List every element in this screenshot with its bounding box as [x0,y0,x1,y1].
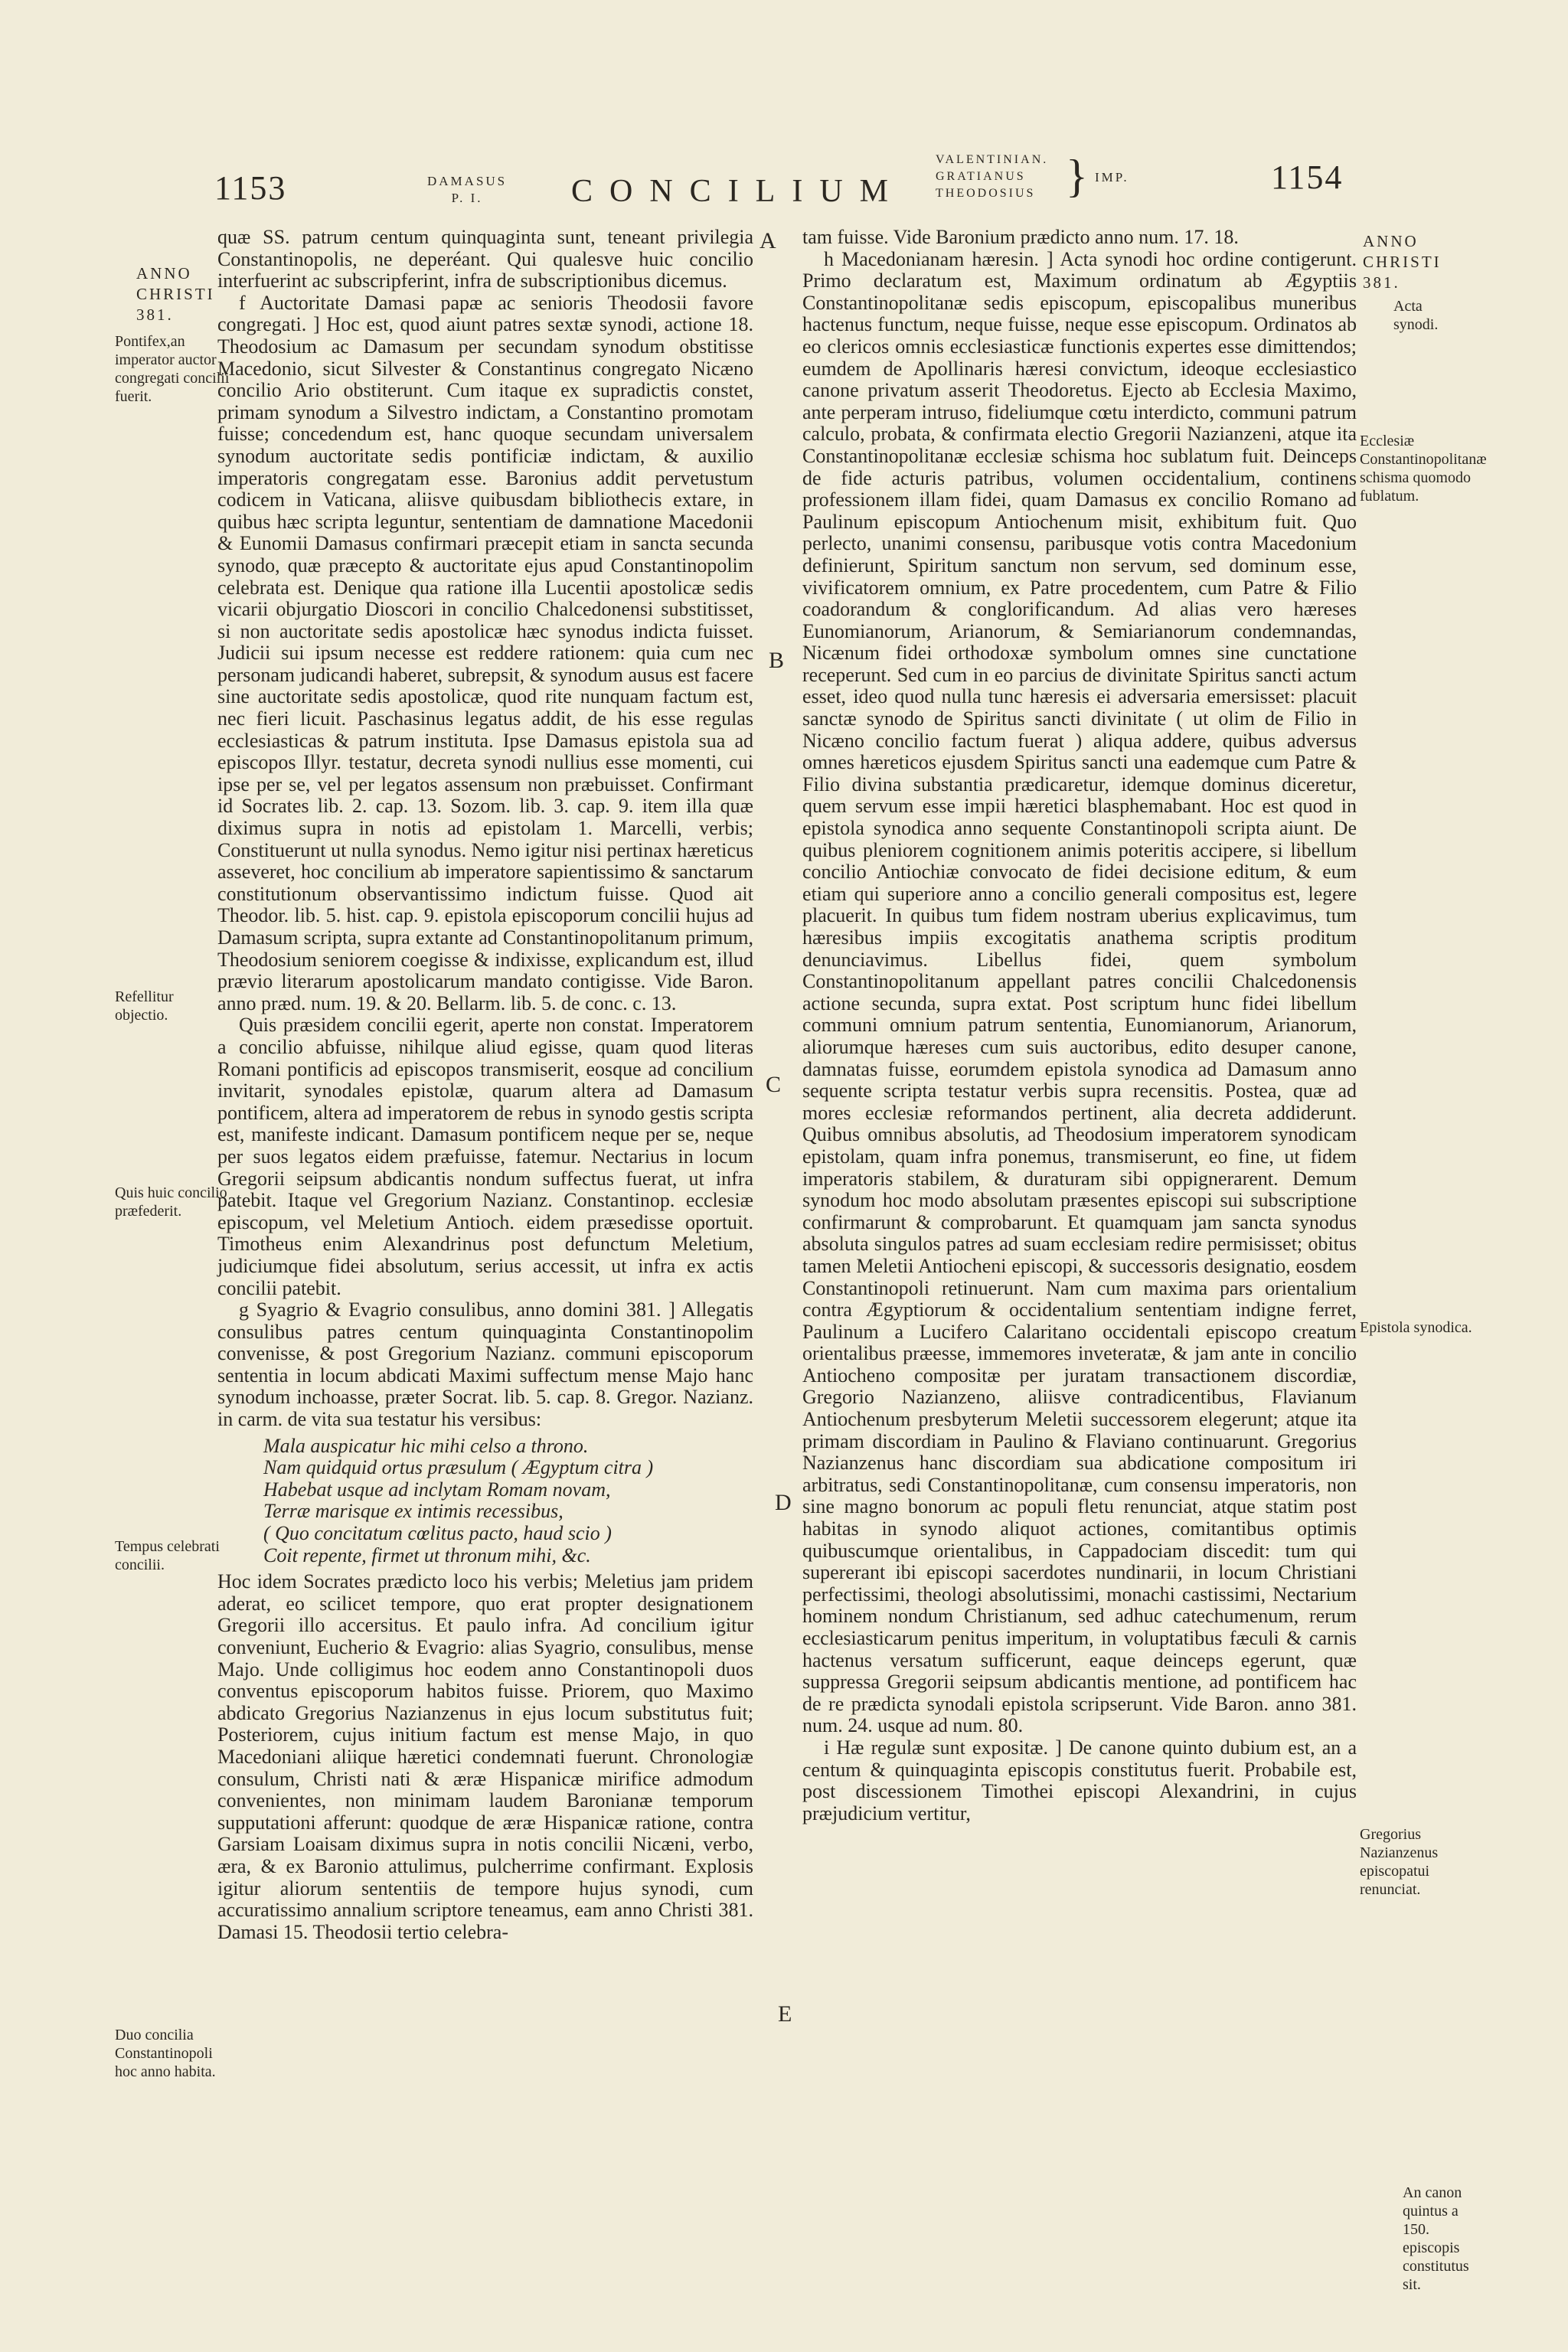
section-letter: A [760,228,776,253]
paragraph: quæ SS. patrum centum quinquaginta sunt, teneant privilegia Constantinopolis, ne deperéant. Qui qualesve huic concilio interfuerint ac subscripferint, infra de subscriptionibus dicemus. [217,226,753,292]
margin-note: Epistola synodica. [1360,1319,1472,1336]
running-head-imp: IMP. [1095,170,1129,185]
section-letter: C [766,1072,782,1097]
running-head-emperor: GRATIANUS [936,170,1026,183]
margin-note: Refellitur objectio. [115,988,174,1024]
anno-christi-left [136,263,215,325]
anno-label: ANNO [136,264,192,283]
verse-line: Coit repente, firmet ut thronum mihi, &c. [263,1544,591,1566]
paragraph: f Auctoritate Damasi papæ ac senioris Theodosii favore congregati. ] Hoc est, quod aiunt patres sextæ synodi, actione 18. Theodosium ac Damasum per secundam synodum obstitisse Macedonio, sicut Silvester & Constantinus congregato Nicæno concilio Ario obstiterunt. Cum itaque ex supradictis constet, primam synodum a Silvestro indictam, a Constantino promotam fuisse; concedendum est, hanc quoque secundam universalem synodum auctoritate sedis pontificiæ indictam, & auxilio imperatoris congregatam esse. Baronius addit pervetustum codicem in Vaticana, aliisve quibusdam bibliothecis extare, in quibus hæc scripta leguntur, sententiam de damnatione Macedonii & Eunomii Damasus confirmari præcepit etiam in sancta secunda synodo, quæ præcepto & auctoritate ejus apud Constantinopolim celebrata est. Denique qua ratione illa Lucentii apostolicæ sedis vicarii objurgatio Dioscori in concilio Chalcedonensi substitisset, si non auctoritate sedis apostolicæ hæc synodus indicta fuisset. Judicii sui ipsum necesse est reddere rationem: quia cum nec personam judicandi haberet, subrepsit, & synodum ausus est facere sine auctoritate sedis apostolicæ, quod rite nunquam factum est, nec fieri licuit. Paschasinus legatus addit, de his esse regulas ecclesiasticas & patrum instituta. Ipse Damasus epistola sua ad episcopos Illyr. testatur, decreta synodi nullius esse momenti, cui ipse per se, vel per legatos assensum non præbuisset. Confirmant id Socrates lib. 2. cap. 13. Sozom. lib. 3. cap. 9. item illa quæ diximus supra in notis ad epistolam 1. Marcelli, verbis; Constituerunt ut nulla synodus. Nemo igitur nisi pertinax hæreticus asseveret, hoc concilium ab imperatore sapientissimo & sanctarum constitutionum observantissimo indictum fuisse. Quod ait Theodor. lib. 5. hist. cap. 9. epistola episcoporum concilii hujus ad Damasum scripta, supra extante ad Constantinopolitanum primum, Theodosium seniorem coegisse & indixisse, explicandum est, illud prævio literarum apostolicarum mandato contigisse. Vide Baron. anno præd. num. 19. & 20. Bellarm. lib. 5. de conc. c. 13. [217,291,753,1014]
paragraph: h Macedonianam hæresin. ] Acta synodi hoc ordine contigerunt. Primo declaratum est, Maximum ordinatum ab Ægyptiis Constantinopolitanæ sedis episcopum, episcopalibus muneribus hactenus functum, neque fuisse, neque esse episcopum. Ordinatos ab eo clericos omnis ecclesiasticæ functionis expertes esse dimittendos; eumdem de Apollinaris hæresi convictum, ideoque ecclesiastico canone privatum asserit Theodoretus. Ejecto ab Ecclesia Maximo, ante perperam intruso, fideliumque cœtu interdicto, communi patrum calculo, probata, & confirmata electio Gregorii Nazianzeni, atque ita Constantinopolitanæ ecclesiæ schisma hoc sublatum fuit. Deinceps de fide acturis patribus, volumen occidentalium, continens professionem illam fidei, quam Damasus ex concilio Romano ad Paulinum episcopum Antiochenum misit, exhibitum fuit. Quo perlecto, unanimi consensu, paribusque votis contra Macedonium definierunt, Spiritum sanctum non servum, sed dominum esse, vivificatorem omnium, ex Patre procedentem, cum Patre & Filio coadorandum & conglorificandum. Ad alias vero hæreses Eunomianorum, Arianorum, & Semiarianorum condemnandas, Nicænum fidei orthodoxæ symbolum omnes sine cunctatione receperunt. Sed cum in eo parcius de divinitate Spiritus sancti actum esset, ideo quod nulla tunc hæresis ei adversaria emersisset: placuit sanctæ synodo de Spiritus sancti divinitate ( ut olim de Filio in Nicæno concilio factum fuerat ) aliqua addere, quibus adversus omnes hæreticos ejusdem Spiritus sancti una eademque cum Patre & Filio divina substantia prædicaretur, idemque dominus diceretur, quem servum esse impii hæretici blasphemabant. Hoc est quod in epistola synodica anno sequente Constantinopoli scripta aiunt. De quibus pleniorem cognitionem animis poteritis accipere, si libellum concilio Antiochiæ convocato de fidei decisione editum, & eum etiam qui superiore anno a concilio generali compositus est, legere placuerit. In quibus tum fidem nostram uberius explicavimus, tum hæresibus impiis excogitatis anathema scriptis proditum denunciavimus. Libellus fidei, quem symbolum Constantinopolitanum appellant patres concilii Chalcedonensis actione secunda, supra extat. Post scriptum hunc fidei libellum communi omnium patrum sententia, Eunomianorum, Arianorum, aliorumque hæreses cum suis auctoribus, edito desuper canone, damnatas fuisse, eorumdem epistola synodica ad Damasum anno sequente scripta testatur verbis supra recensitis. Postea, quæ ad mores ecclesiæ reformandos pertinent, alia decreta addiderunt. Quibus omnibus absolutis, ad Theodosium imperatorem synodicam epistolam, quam infra ponemus, transmiserunt, eo fine, ut fidem imperatoris stabilem, & duraturam sibi oppignerarent. Demum synodum hoc modo absolutam præsentes episcopi sui subscriptione confirmarunt & comprobarunt. Et quamquam jam sancta synodus absoluta singulos patres ad suam ecclesiam redire permisisset; obitus tamen Meletii Antiocheni episcopi, & successoris designatio, eosdem Constantinopoli retinuerunt. Nam cum maxima pars orientalium contra Ægyptiorum & occidentalium sententiam indigne ferret, Paulinum a Lucifero Calaritano occidentali episcopo creatum orientalibus præesse, immemores inveteratæ, & jam ante in concilio Antiocheno compositæ per juratam transactionem discordiæ, Gregorio Nazianzeno, aliisve contradicentibus, Flavianum Antiochenum presbyterum Meletii successorem elegerunt; atque ita primam discordiam in Paulino & Flaviano continuarunt. Gregorius Nazianzenus hanc discordiam sua abdicatione compositum iri arbitratus, sedi Constantinopolitanæ, cum consensu imperatoris, non sine magno bonorum ac populi fletu renunciat, atque statim post habitas in synodo aliquot actiones, comitantibus optimis quibuscumque orientalibus, in Cappadociam discedit: tum qui supererant ibi episcopi sacerdotes nundinarii, in locum Christiani perfectissimi, theologi absolutissimi, monachi castissimi, Nectarium hominem nondum Christianum, sed adhuc catechumenum, rerum ecclesiasticarum penitus imperitum, in voluptatibus fæculi & carnis hactenus versatum sufficerunt, eaque deinceps egerunt, quæ suppressa Gregorii seipsum abdicantis mentione, ad pontificem hac de re prædicta synodali epistola scripserunt. Vide Baron. anno 381. num. 24. usque ad num. 80. [802,247,1357,1737]
section-letter: E [778,2001,792,2027]
section-letter: B [769,648,785,673]
verse-block [263,1436,753,1567]
year-label: 381. [1363,273,1400,292]
margin-note: Ecclesiæ Constantinopolitanæ schisma quomodo fublatum. [1360,433,1487,505]
christi-label: CHRISTI [136,285,215,303]
paragraph: Hoc idem Socrates prædicto loco his verbis; Meletius jam pridem aderat, eo scilicet tempore, quo erat propter designationem Gregorii illo accersitus. Et paulo infra. Ad concilium igitur conveniunt, Eucherio & Evagrio: alias Syagrio, consulibus, mense Majo. Unde colligimus hoc eodem anno Constantinopoli duos conventus episcoporum habitos fuisse. Priorem, quo Maximo abdicato Gregorius Nazianzenus in ejus locum substitutus fuit; Posteriorem, cujus initium factum est mense Majo, in quo Macedoniani aliique hæretici condemnati fuerunt. Chronologiæ consulum, Christi nati & æræ Hispanicæ mirifice admodum convenientes, non minimam laudem Baronianæ temporum supputationi afferunt: quodque de æræ Hispanicæ ratione, contra Garsiam Loaisam diximus supra in notis concilii Nicæni, verbo, æra, & ex Baronio attulimus, pulcherrime confirmant. Explosis igitur aliorum sententiis de tempore hujus synodi, cum accuratissimo annalium scriptore teneamus, eam anno Christi 381. Damasi 15. Theodosii tertio celebra- [217,1570,753,1943]
verse-line: Nam quidquid ortus præsulum ( Ægyptum citra ) [263,1456,654,1479]
paragraph: tam fuisse. Vide Baronium prædicto anno num. 17. 18. [802,226,1239,248]
page-number-left: 1153 [214,169,287,207]
verse-line: Mala auspicatur hic mihi celso a throno. [263,1434,589,1457]
running-head-pope [427,173,507,207]
paragraph: Quis præsidem concilii egerit, aperte non constat. Imperatorem a concilio abfuisse, nihilque aliud egisse, quam quod literas Romani pontificis ad episcopos transmiserit, eosque ad concilium invitarit, synodales epistolæ, quarum altera ad Damasum pontificem, altera ad imperatorem de rebus in synodo gestis scripta est, manifeste indicant. Damasum pontificem neque per se, neque per suos legatos eidem præfuisse, fatemur. Nectarius in locum Gregorii seipsum abdicantis nondum suffectus fuerat, ut infra patebit. Itaque vel Gregorium Nazianz. Constantinop. ecclesiæ episcopum, vel Meletium Antioch. eidem præsedisse oportuit. Timotheus enim Alexandrinus post defunctum Meletium, judiciumque fidei absolutum, serius accessit, ut infra ex actis concilii patebit. [217,1014,753,1299]
left-text-column [217,227,753,1943]
margin-note: Pontifex,an imperator auctor congregati concilii fuerit. [115,333,230,405]
paragraph: i Hæ regulæ sunt expositæ. ] De canone quinto dubium est, an a centum & quinquaginta episcopis constitutus fuerit. Probabile est, post discessionem Timothei episcopi Alexandrini, in cujus præjudicium vertitur, [802,1736,1357,1824]
running-head-title: CONCILIUM [571,174,905,209]
brace-glyph: } [1066,151,1088,201]
verse-line: ( Quo concitatum cœlitus pacto, haud scio ) [263,1522,612,1545]
running-head-emperor: VALENTINIAN. [936,153,1049,166]
margin-note: Acta synodi. [1393,298,1439,333]
section-letter: D [775,1490,792,1515]
paragraph: g Syagrio & Evagrio consulibus, anno domini 381. ] Allegatis consulibus patres centum quinquaginta Constantinopolim convenisse, & post Gregorium Nazianz. communi episcoporum sententia in locum abdicati Maximi suffectum mense Majo hanc synodum inchoasse, præter Socrat. lib. 5. cap. 8. Gregor. Nazianz. in carm. de vita sua testatur his versibus: [217,1298,753,1431]
page-header [0,152,1568,220]
anno-christi-right [1363,231,1442,293]
christi-label: CHRISTI [1363,253,1442,271]
margin-note: Duo concilia Constantinopoli hoc anno habita. [115,2027,216,2080]
verse-line: Terræ marisque ex intimis recessibus, [263,1500,564,1523]
anno-label: ANNO [1363,232,1419,250]
running-head-pope-number: P. I. [451,191,483,205]
year-label: 381. [136,305,174,324]
page-number-right: 1154 [1271,158,1344,196]
margin-note: An canon quintus a 150. episcopis constitutus sit. [1403,2184,1469,2293]
right-text-column [802,227,1357,1824]
running-head-pope-name: DAMASUS [427,174,508,188]
margin-note: Gregorius Nazianzenus episcopatui renunciat. [1360,1826,1439,1898]
verse-line: Habebat usque ad inclytam Romam novam, [263,1478,611,1501]
running-head-emperors [936,152,1048,202]
margin-note: Quis huic concilio præfederit. [115,1184,227,1220]
running-head-emperor: THEODOSIUS [936,187,1036,200]
margin-note: Tempus celebrati concilii. [115,1538,220,1573]
